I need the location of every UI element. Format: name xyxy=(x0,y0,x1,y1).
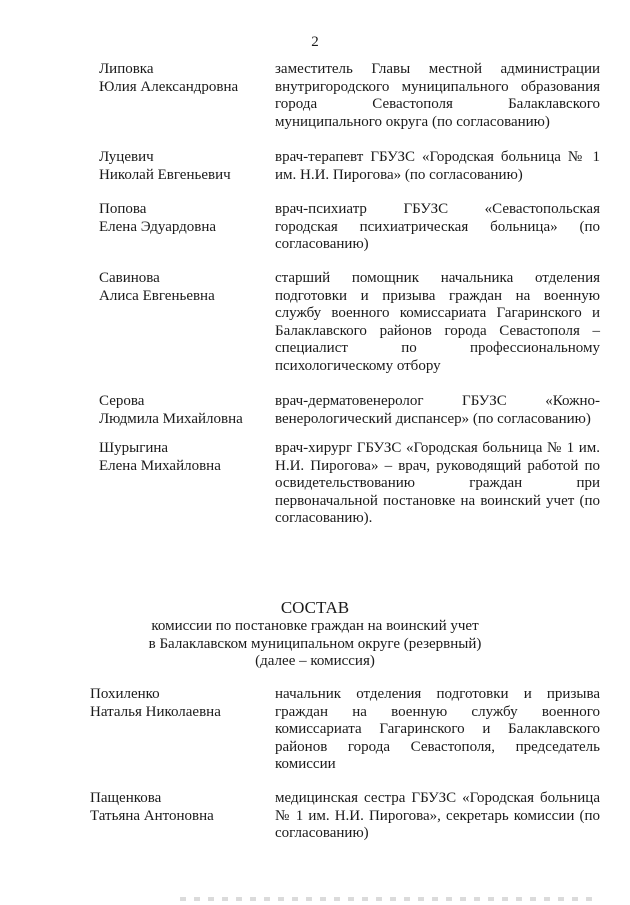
member-name xyxy=(99,201,269,236)
member-given-names: Татьяна Антоновна xyxy=(90,807,214,824)
heading-line: в Балаклавском муниципальном округе (резервный) xyxy=(148,635,482,652)
member-given-names: Елена Эдуардовна xyxy=(99,218,217,235)
member-surname: Луцевич xyxy=(99,149,154,165)
member-surname: Шурыгина xyxy=(99,440,169,456)
page-number: 2 xyxy=(311,34,319,50)
member-name xyxy=(99,61,269,96)
member-name xyxy=(99,149,269,184)
member-surname: Серова xyxy=(99,393,145,409)
member-given-names: Елена Михайловна xyxy=(99,457,221,474)
member-role: старший помощник начальника отделения подготовки и призыва граждан на военную службу военного комиссариата Гагаринского и Балаклавского районов города Севастополя – специалист по профессиональному психологическому отбору xyxy=(275,270,600,374)
member-surname: Пащенкова xyxy=(90,790,162,806)
member-surname: Попова xyxy=(99,201,147,217)
member-role: врач-дерматовенеролог ГБУЗС «Кожно-венерологический диспансер» (по согласованию) xyxy=(275,393,600,427)
composition-heading xyxy=(0,598,630,671)
scan-edge-artifact xyxy=(180,897,600,901)
member-role: медицинская сестра ГБУЗС «Городская больница № 1 им. Н.И. Пирогова», секретарь комиссии (по согласованию) xyxy=(275,790,600,842)
member-role: врач-психиатр ГБУЗС «Севастопольская городская психиатрическая больница» (по согласованию) xyxy=(275,201,600,253)
member-name xyxy=(99,270,269,305)
heading-line: (далее – комиссия) xyxy=(255,653,375,670)
member-role: врач-терапевт ГБУЗС «Городская больница № 1 им. Н.И. Пирогова» (по согласованию) xyxy=(275,149,600,183)
member-role: заместитель Главы местной администрации внутригородского муниципального образования города Севастополя Балаклавского муниципального округа (по согласованию) xyxy=(275,61,600,130)
member-role: врач-хирург ГБУЗС «Городская больница № 1 им. Н.И. Пирогова» – врач, руководящий работой по освидетельствованию граждан при первоначальной постановке на воинский учет (по согласованию). xyxy=(275,440,600,527)
member-name xyxy=(90,686,260,721)
member-name xyxy=(99,393,269,428)
member-surname: Похиленко xyxy=(90,686,160,702)
heading-line: комиссии по постановке граждан на воинский учет xyxy=(151,618,479,634)
member-given-names: Юлия Александровна xyxy=(99,78,239,95)
member-given-names: Наталья Николаевна xyxy=(90,703,221,720)
member-given-names: Алиса Евгеньевна xyxy=(99,287,215,304)
member-name xyxy=(90,790,260,825)
member-role: начальник отделения подготовки и призыва граждан на военную службу военного комиссариата Гагаринского и Балаклавского районов города Севастополя, председатель комиссии xyxy=(275,686,600,773)
member-surname: Липовка xyxy=(99,61,154,77)
member-given-names: Людмила Михайловна xyxy=(99,410,243,427)
member-given-names: Николай Евгеньевич xyxy=(99,166,231,183)
heading-title: СОСТАВ xyxy=(280,598,350,617)
member-name xyxy=(99,440,269,475)
member-surname: Савинова xyxy=(99,270,160,286)
